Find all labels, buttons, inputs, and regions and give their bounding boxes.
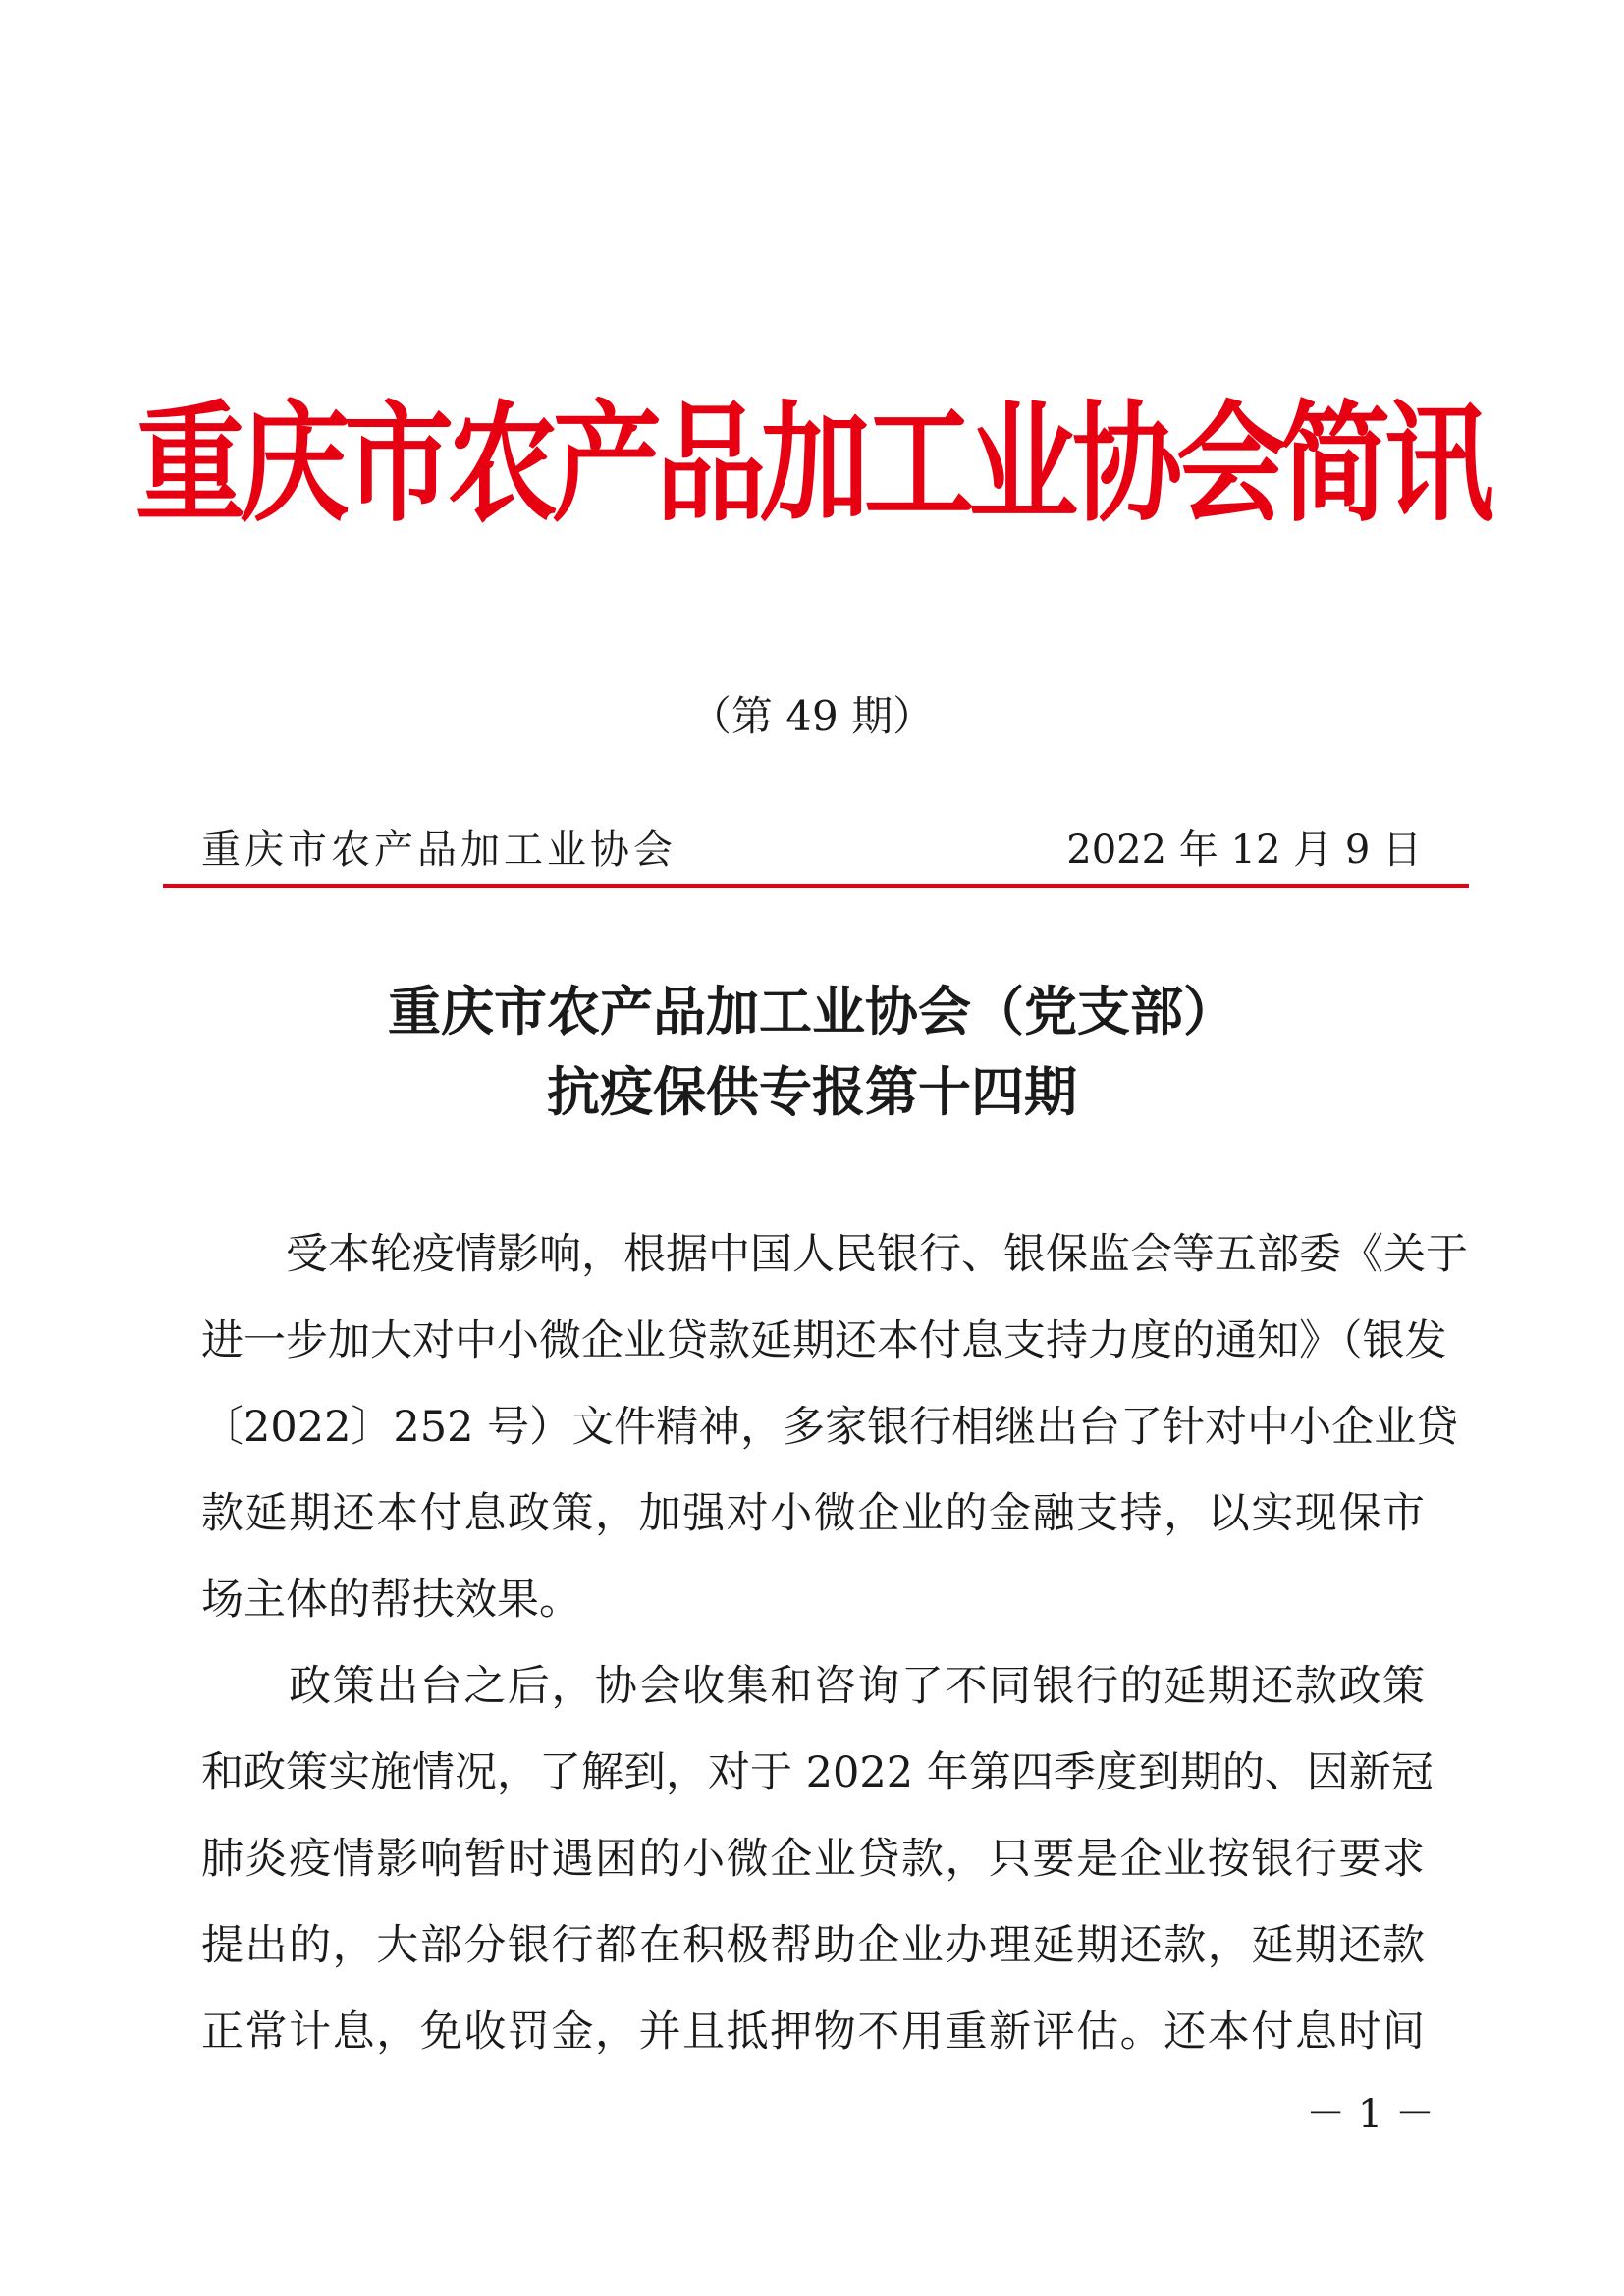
body-line: 肺炎疫情影响暂时遇困的小微企业贷款，只要是企业按银行要求 bbox=[201, 1835, 1425, 1884]
body-line: 政策出台之后，协会收集和咨询了不同银行的延期还款政策 bbox=[201, 1662, 1425, 1711]
article-title-line-1: 重庆市农产品加工业协会（党支部） bbox=[388, 980, 1236, 1042]
issuer-name: 重庆市农产品加工业协会 bbox=[201, 828, 677, 873]
body-line: 进一步加大对中小微企业贷款延期还本付息支持力度的通知》（银发 bbox=[201, 1316, 1447, 1365]
body-line: 正常计息，免收罚金，并且抵押物不用重新评估。还本付息时间 bbox=[201, 2007, 1425, 2056]
body-line: 提出的，大部分银行都在积极帮助企业办理延期还款，延期还款 bbox=[201, 1921, 1425, 1970]
masthead-title: 重庆市农产品加工业协会简讯 bbox=[135, 389, 1489, 541]
page-number: － 1 － bbox=[1306, 2092, 1435, 2137]
header-divider bbox=[163, 884, 1469, 888]
issue-number: （第 49 期） bbox=[689, 692, 935, 740]
body-line: 〔2022〕252 号）文件精神，多家银行相继出台了针对中小企业贷 bbox=[201, 1403, 1459, 1452]
body-line: 和政策实施情况，了解到，对于 2022 年第四季度到期的、因新冠 bbox=[201, 1748, 1434, 1797]
article-title-line-2: 抗疫保供专报第十四期 bbox=[547, 1060, 1077, 1123]
body-line: 受本轮疫情影响，根据中国人民银行、银保监会等五部委《关于 bbox=[201, 1230, 1468, 1279]
body-line: 场主体的帮扶效果。 bbox=[201, 1575, 581, 1625]
body-line: 款延期还本付息政策，加强对小微企业的金融支持，以实现保市 bbox=[201, 1489, 1425, 1538]
issue-date: 2022 年 12 月 9 日 bbox=[1066, 828, 1422, 873]
